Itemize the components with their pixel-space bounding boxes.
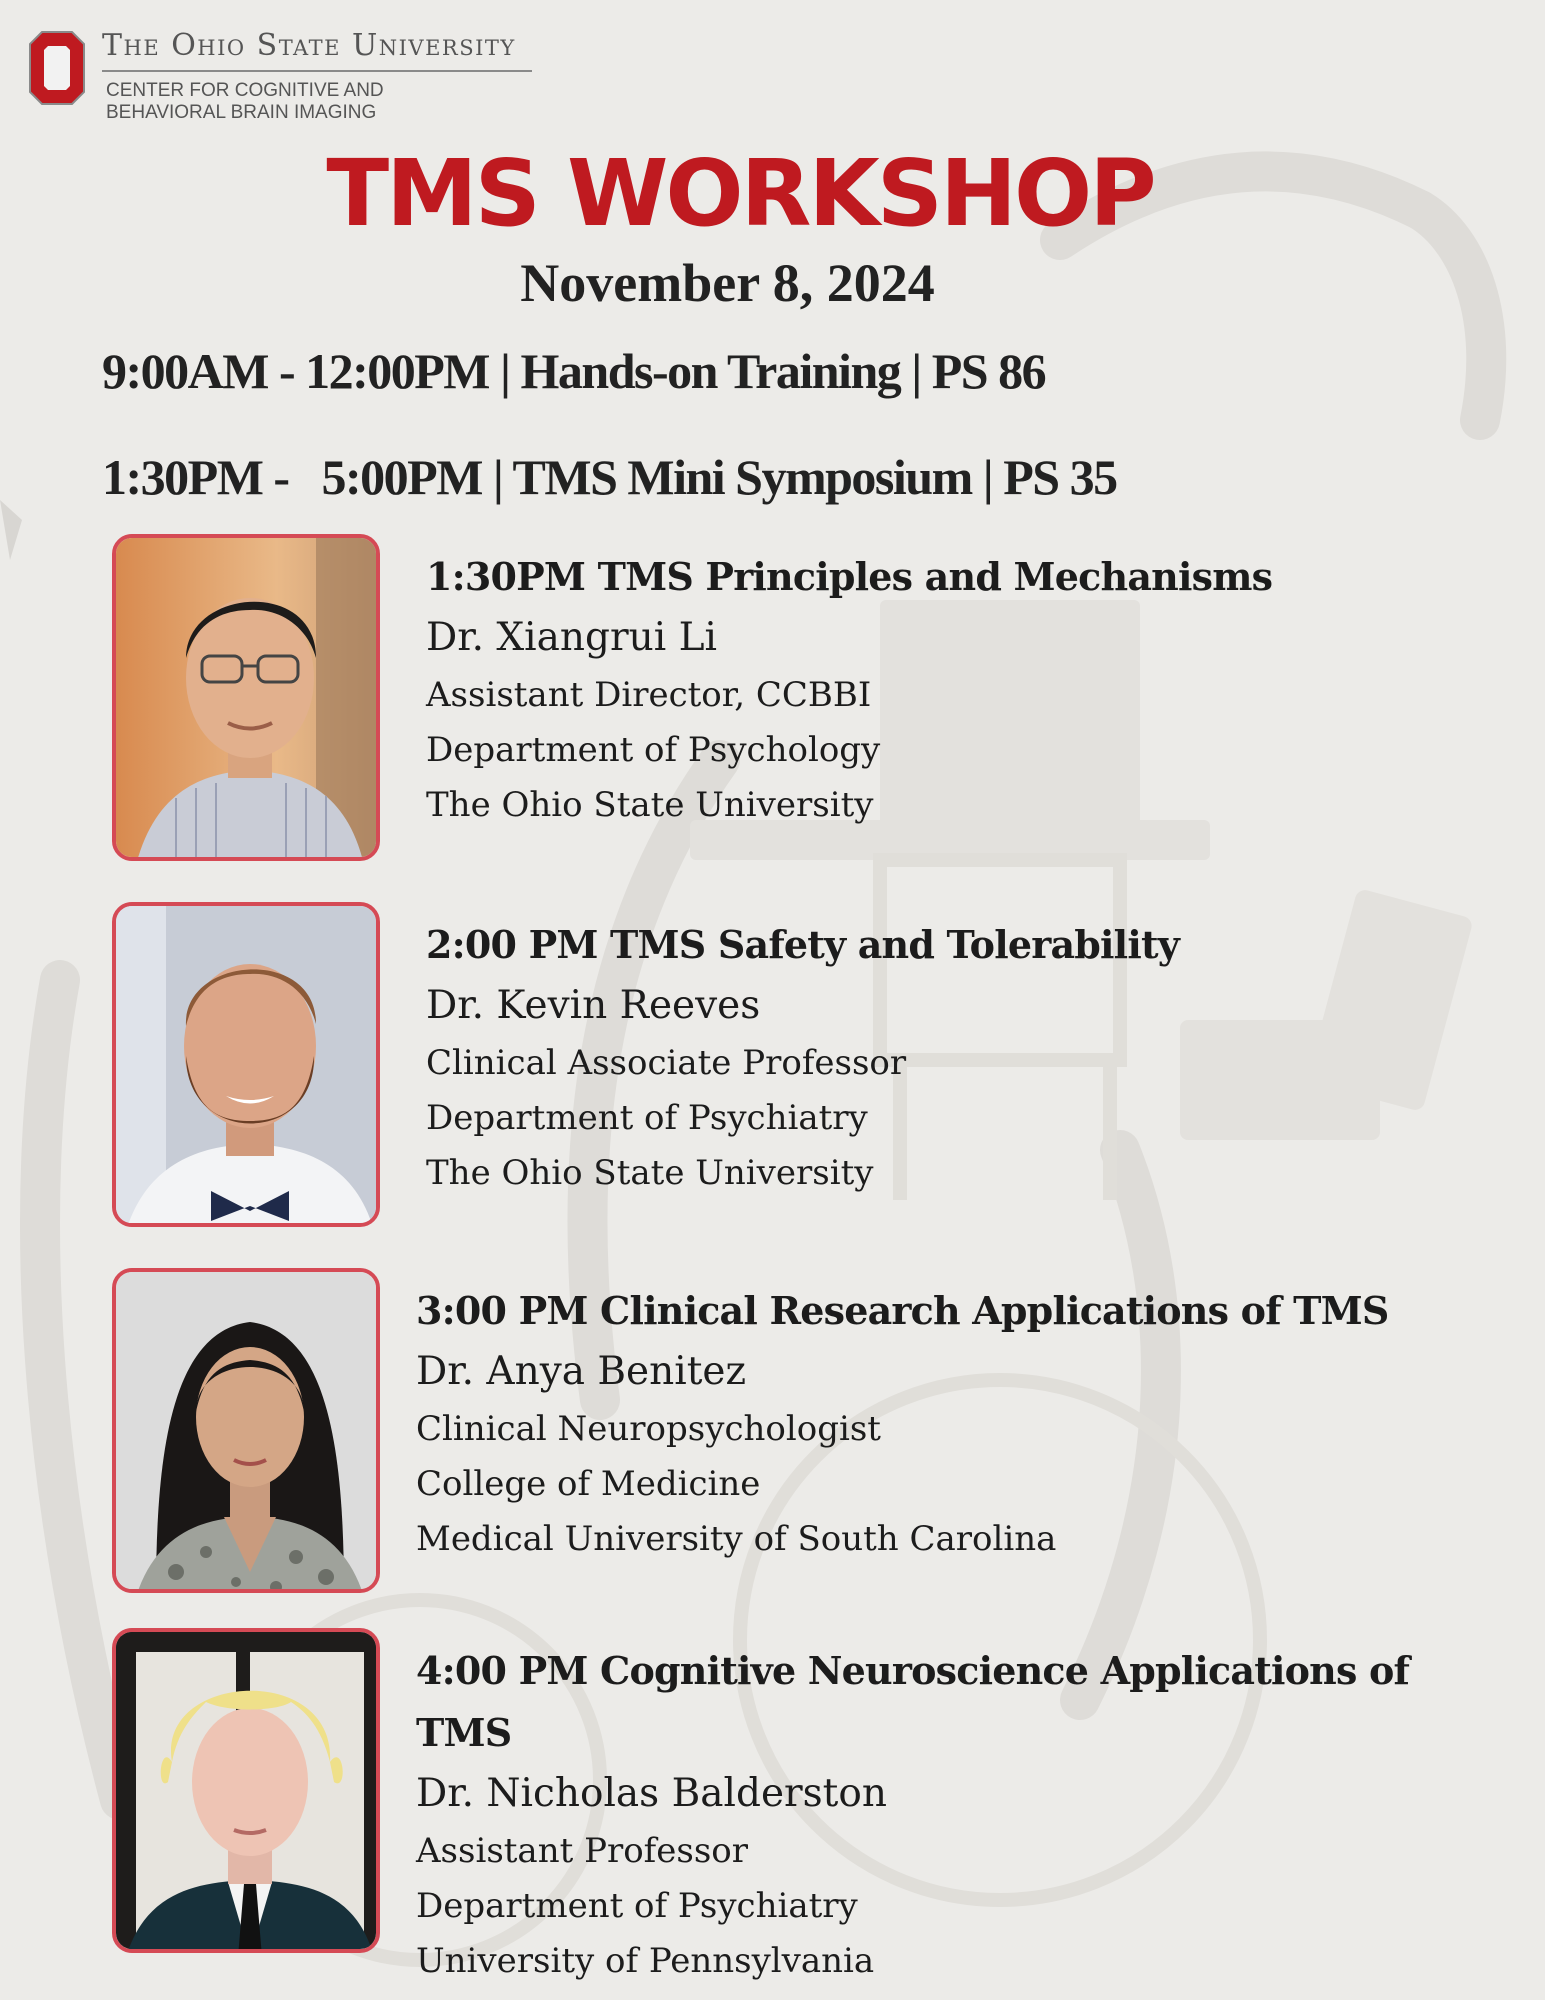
talk-3 bbox=[416, 1280, 1389, 1567]
session-hands-on-training: 9:00AM - 12:00PM | Hands-on Training | PS 86 bbox=[102, 343, 1046, 399]
talk-2 bbox=[426, 914, 1179, 1201]
talk-title: 4:00 PM Cognitive Neuroscience Applications of TMS bbox=[416, 1648, 1410, 1755]
speaker-department: Department of Psychiatry bbox=[426, 1098, 868, 1138]
talk-4 bbox=[416, 1640, 1416, 1989]
university-name: The Ohio State University bbox=[102, 28, 516, 63]
talk-1 bbox=[426, 546, 1272, 833]
speaker-department: Department of Psychiatry bbox=[416, 1886, 858, 1926]
speaker-position: Assistant Director, CCBBI bbox=[426, 675, 872, 715]
center-name-line-1: CENTER FOR COGNITIVE AND bbox=[106, 80, 384, 101]
speaker-name: Dr. Kevin Reeves bbox=[426, 983, 761, 1028]
speaker-name: Dr. Nicholas Balderston bbox=[416, 1771, 887, 1816]
speaker-name: Dr. Anya Benitez bbox=[416, 1349, 747, 1394]
speaker-institution: University of Pennsylvania bbox=[416, 1941, 875, 1981]
header-divider bbox=[102, 70, 532, 72]
speaker-position: Clinical Associate Professor bbox=[426, 1043, 907, 1083]
speaker-name: Dr. Xiangrui Li bbox=[426, 615, 717, 660]
speaker-photo-anya-benitez bbox=[112, 1268, 380, 1593]
speaker-photo-nicholas-balderston bbox=[112, 1628, 380, 1953]
speaker-department: Department of Psychology bbox=[426, 730, 881, 770]
event-title: TMS WORKSHOP bbox=[326, 140, 1154, 247]
speaker-photo-xiangrui-li bbox=[112, 534, 380, 861]
talk-title: 1:30PM TMS Principles and Mechanisms bbox=[426, 554, 1273, 599]
speaker-department: College of Medicine bbox=[416, 1464, 761, 1504]
talk-title: 2:00 PM TMS Safety and Tolerability bbox=[426, 922, 1179, 967]
talk-title: 3:00 PM Clinical Research Applications of TMS bbox=[416, 1288, 1389, 1333]
speaker-institution: The Ohio State University bbox=[426, 785, 874, 825]
speaker-position: Clinical Neuropsychologist bbox=[416, 1409, 881, 1449]
speaker-position: Assistant Professor bbox=[416, 1831, 748, 1871]
session-mini-symposium: 1:30PM - 5:00PM | TMS Mini Symposium | PS 35 bbox=[102, 449, 1117, 505]
speaker-institution: The Ohio State University bbox=[426, 1153, 874, 1193]
center-name bbox=[106, 80, 384, 124]
event-date: November 8, 2024 bbox=[520, 253, 935, 313]
center-name-line-2: BEHAVIORAL BRAIN IMAGING bbox=[106, 102, 377, 123]
speaker-photo-kevin-reeves bbox=[112, 902, 380, 1227]
ohio-state-block-o-icon bbox=[28, 30, 86, 106]
speaker-institution: Medical University of South Carolina bbox=[416, 1519, 1057, 1559]
